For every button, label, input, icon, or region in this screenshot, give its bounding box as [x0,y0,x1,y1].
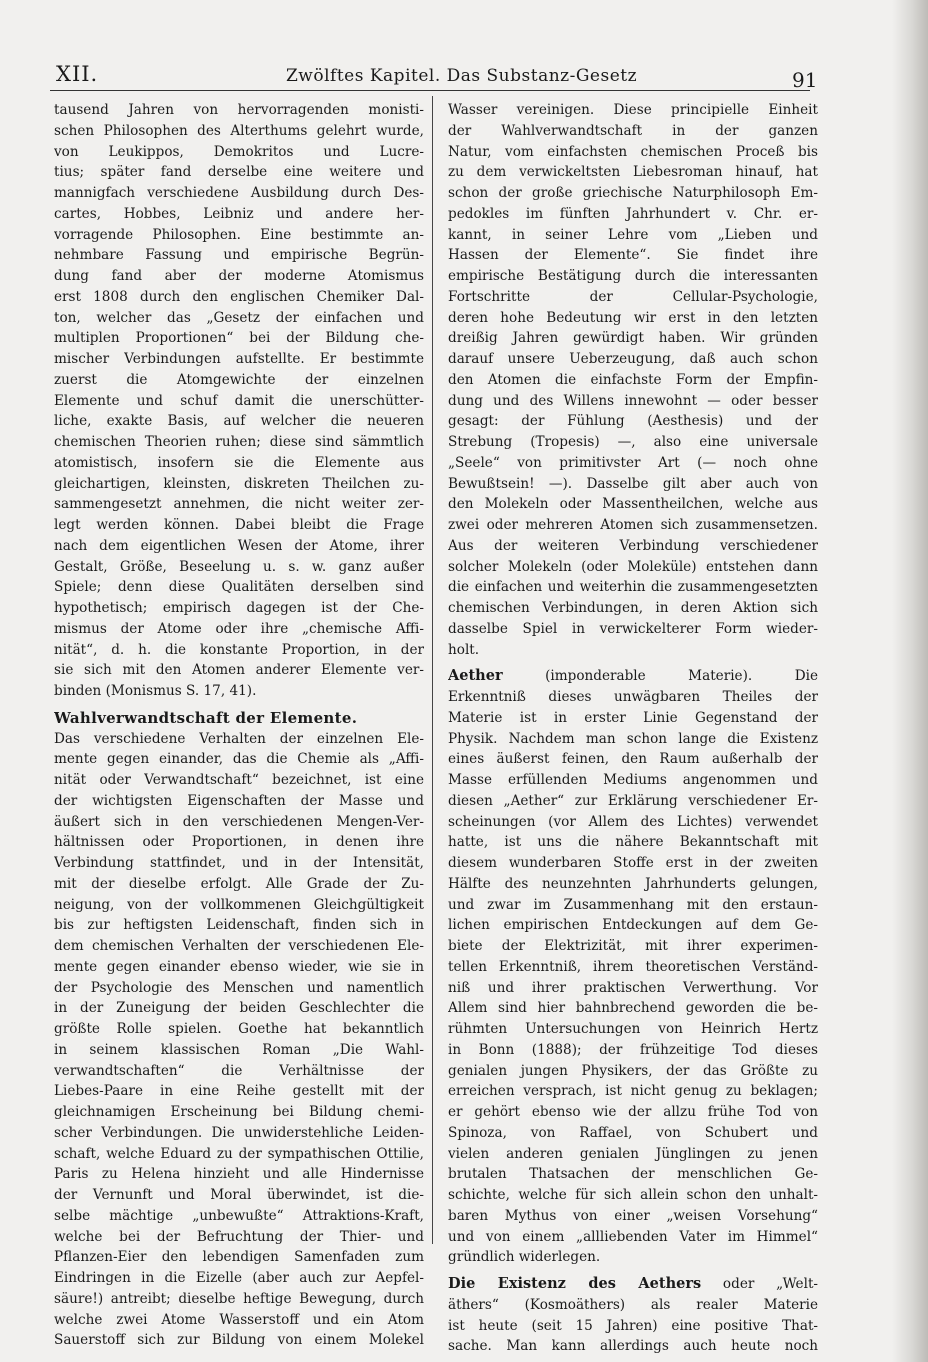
text-line: verwandtschaften“ die Verhältnisse der [54,1062,424,1079]
left-column [54,100,424,1351]
text-line: äußert sich in den verschiedenen Mengen-Ver- [54,813,424,830]
text-line: lichen empirischen Entdeckungen auf dem Ge- [448,917,818,934]
text-line: vielen anderen genialen Jünglingen zu jenen [448,1145,818,1162]
text-line: Hälfte des neunzehnten Jahrhunderts gelungen, [448,875,818,892]
text-line: neigung, von der vollkommenen Gleichgültigkeit [54,896,424,913]
chapter-number: XII. [56,62,99,86]
text-line: nach dem eigentlichen Wesen der Atome, ihrer [54,537,424,554]
text-line: tius; später fand derselbe eine weitere und [54,164,424,181]
text-line: biete der Elektrizität, mit ihrer experimen- [448,938,818,954]
text-line: mente gegen einander ebenso wieder, wie sie in [54,958,424,975]
right-column [448,100,818,1357]
text-line: pedokles im fünften Jahrhundert v. Chr. er- [448,205,818,222]
text-line: gründlich widerlegen. [448,1249,601,1266]
text-line: in der Zuneigung der beiden Geschlechter die [54,1000,424,1017]
text-line: selbe mächtige „unbewußte“ Attraktions-Kraft, [54,1207,424,1224]
text-line: mannigfach verschiedene Ausbildung durch Des- [54,185,424,201]
book-spine-shadow [892,0,928,1362]
text-line: holt. [448,641,480,658]
text-line: gleichartigen, kleinsten, diskreten Theilchen zu- [54,475,424,492]
text-line: Verbindung stattfindet, und in der Intensität, [54,855,424,871]
text-line: Physik. Nachdem man schon lange die Existenz [448,730,818,747]
text-line: er gehört ebenso wie der allzu frühe Tod von [448,1104,818,1120]
text-line: Sauerstoff sich zur Bildung von einem Molekel [54,1332,424,1349]
running-title: Zwölftes Kapitel. Das Substanz-Gesetz [286,66,638,86]
text-line: Erkenntniß dieses unwägbaren Theiles der [448,689,818,705]
text-line: und von einem „allliebenden Vater im Himmel“ [448,1228,818,1245]
text-line: der Psychologie des Menschen und namentlich [54,979,424,996]
text-line: den Atomen die einfachste Form der Empfin- [448,371,818,388]
column-divider [432,96,433,1244]
text-line: sache. Man kann allerdings auch heute noch [448,1338,818,1355]
text-line: nität“, d. h. die konstante Proportion, in der [54,641,424,658]
text-line: nehmbare Fassung und empirische Begrün- [54,247,424,264]
text-line: ist heute (seit 15 Jahren) eine positive That- [448,1317,818,1334]
text-line: chemischen Theorien ruhen; diese sind sämmtlich [54,434,424,450]
text-line: diesem wunderbaren Stoffe erst in der zweiten [448,855,818,871]
text-line: zwei oder mehreren Atomen sich zusammensetzen. [448,517,818,533]
text-line: Gestalt, Größe, Beseelung u. s. w. ganz außer [54,558,424,575]
text-line: erreichen versprach, ist nicht genug zu beklagen; [448,1083,818,1100]
text-line: sie sich mit den Atomen anderer Elemente ver- [54,662,424,679]
text-line: genialen jungen Physikers, der das Größte zu [448,1062,818,1079]
text-line: mismus der Atome oder ihre „chemische Affi- [54,620,424,637]
text-line: brutalen Thatsachen der menschlichen Ge- [448,1166,818,1183]
text-line: säure!) antreibt; dieselbe heftige Bewegung, durch [54,1290,424,1307]
text-line: rühmten Untersuchungen von Heinrich Hertz [448,1021,818,1037]
text-line: scheinungen (vor Allem des Lichtes) verwendet [448,813,818,830]
text-line: in Bonn (1888); der frühzeitige Tod dieses [448,1041,818,1058]
section-heading-line: Aether (imponderable Materie). Die [448,667,818,685]
text-line: nität oder Verwandtschaft“ bezeichnet, ist eine [54,772,424,788]
text-line: der Vernunft und Moral überwindet, ist die- [54,1187,424,1203]
text-line: kannt, in seiner Lehre vom „Lieben und [448,226,818,243]
text-line: tellen Erkenntniß, ihrem theoretischen Verständ- [448,958,818,975]
text-line: cartes, Hobbes, Leibniz und andere her- [54,205,424,222]
text-line: mit der dieselbe erfolgt. Alle Grade der Zu- [54,875,424,892]
text-line: binden (Monismus S. 17, 41). [54,683,257,699]
text-line: solcher Molekeln (oder Moleküle) entstehen dann [448,558,818,575]
text-line: atomistisch, insofern sie die Elemente aus [54,454,424,471]
header-rule [50,90,810,91]
text-line: hatte, ist uns die nähere Bekanntschaft mit [448,834,818,851]
text-line: deren hohe Bedeutung wir erst in den letzten [448,309,818,326]
text-line: welche bei der Befruchtung der Thier- und [54,1228,424,1245]
text-line: schon der große griechische Naturphilosoph Em- [448,185,818,201]
text-line: bis zur heftigsten Leidenschaft, finden sich in [54,917,424,934]
text-line: zu dem verwickeltsten Liebesroman hinauf, hat [448,164,818,181]
text-line: den Molekeln oder Massentheilchen, welche aus [448,496,818,513]
text-line: empirische Bestätigung durch die interessanten [448,268,818,284]
text-line: schichte, welche für sich allein schon den unhalt- [448,1187,818,1203]
text-line: und zwar im Zusammenhang mit den erstaun- [448,896,818,913]
text-line: hältnissen oder Proportionen, in denen ihre [54,834,424,851]
text-line: Liebes-Paare in eine Reihe gestellt mit der [54,1083,424,1100]
text-line: äthers“ (Kosmoäthers) als realer Materie [448,1296,818,1313]
running-head [50,60,830,94]
text-line: darauf unsere Ueberzeugung, daß auch schon [448,351,818,367]
text-line: der wichtigsten Eigenschaften der Masse und [54,792,424,809]
text-line: scher Verbindungen. Die unwiderstehliche Leiden- [54,1124,424,1141]
section-heading-line: Wahlverwandtschaft der Elemente. [54,708,358,727]
text-line: Eindringen in die Eizelle (aber auch zur Aepfel- [54,1270,424,1286]
text-line: Das verschiedene Verhalten der einzelnen Ele- [54,730,424,747]
page-number: 91 [792,68,818,92]
text-line: multiplen Proportionen“ bei der Bildung che- [54,330,424,347]
text-line: gleichnamigen Erscheinung bei Bildung chemi- [54,1104,424,1120]
text-line: Strebung (Tropesis) —, also eine universale [448,434,818,450]
text-line: Bewußtsein! —). Dasselbe gilt aber auch von [448,475,818,492]
text-line: Allem sind hier bahnbrechend geworden die be- [448,1000,818,1017]
text-line: mente gegen einander, das die Chemie als „Affi- [54,751,424,768]
text-line: ton, welcher das „Gesetz der einfachen und [54,309,424,326]
text-line: schaft, welche Eduard zu der sympathischen Ottilie, [54,1145,424,1162]
text-line: Materie ist in erster Linie Gegenstand der [448,709,818,726]
text-line: Hassen der Elemente“. Sie findet ihre [448,247,818,264]
run-in-heading: Die Existenz des Aethers [448,1275,702,1292]
text-line: Natur, vom einfachsten chemischen Proceß bis [448,143,818,160]
text-line: hypothetisch; empirisch dagegen ist der Che- [54,600,424,616]
run-in-heading: Aether [448,667,503,685]
text-line: mischer Verbindungen aufstellte. Er bestimmte [54,351,424,367]
text-line: dung und des Willens innewohnt — oder besser [448,392,818,409]
text-line: eines äußerst feinen, den Raum außerhalb der [448,751,818,768]
text-line: Pflanzen-Eier den lebendigen Samenfaden zum [54,1249,424,1266]
text-line: die einfachen und weiterhin die zusammengesetzten [448,579,818,596]
text-line: tausend Jahren von hervorragenden monisti- [54,102,424,118]
text-line: Paris zu Helena hinzieht und alle Hindernisse [54,1166,424,1183]
text-line: Spiele; denn diese Qualitäten derselben sind [54,579,424,596]
text-line: Aus der weiteren Verbindung verschiedener [448,537,818,554]
text-line: niß und ihrer praktischen Verwerthung. Vor [448,979,818,996]
text-line: von Leukippos, Demokritos und Lucre- [54,143,424,160]
text-line: der Wahlverwandtschaft in der ganzen [448,122,818,139]
text-line: dasselbe Spiel in verwickelterer Form wieder- [448,620,818,637]
text-line: welche zwei Atome Wasserstoff und ein Atom [54,1311,424,1328]
text-line: dreißig Jahren gewürdigt haben. Wir gründen [448,330,818,347]
text-line: dung fand aber der moderne Atomismus [54,268,424,284]
text-line: diesen „Aether“ zur Erklärung verschiedener Er- [448,792,818,809]
text-line: Spinoza, von Raffael, von Schubert und [448,1124,818,1141]
text-line: größte Rolle spielen. Goethe hat bekanntlich [54,1021,424,1037]
text-line: „Seele“ von primitivster Art (— noch ohne [448,454,818,471]
text-line: Fortschritte der Cellular-Psychologie, [448,288,818,305]
text-line: Wasser vereinigen. Diese principielle Einheit [448,102,818,118]
text-line: legt werden können. Dabei bleibt die Frage [54,517,424,533]
text-line: zuerst die Atomgewichte der einzelnen [54,371,424,388]
text-line: Masse erfüllenden Mediums angenommen und [448,772,818,788]
text-line: gesagt: der Fühlung (Aesthesis) und der [448,413,818,430]
text-line: Elemente und schuf damit die unerschütter- [54,392,424,409]
text-line: dem chemischen Verhalten der verschiedenen Ele- [54,938,424,954]
text-line: liche, exakte Basis, auf welcher die neueren [54,413,424,430]
text-line: vorragende Philosophen. Eine bestimmte an- [54,226,424,243]
text-line: baren Mythus von einer „weisen Vorsehung“ [448,1207,818,1224]
text-line: erst 1808 durch den englischen Chemiker Dal- [54,288,424,305]
text-line: schen Philosophen des Alterthums gelehrt wurde, [54,122,424,139]
text-line: chemischen Verbindungen, in deren Aktion sich [448,600,818,616]
text-line: in seinem klassischen Roman „Die Wahl- [54,1041,424,1058]
section-heading-line: Die Existenz des Aethers oder „Welt- [448,1275,818,1292]
text-line: sammengesetzt annehmen, die nicht weiter zer- [54,496,424,513]
